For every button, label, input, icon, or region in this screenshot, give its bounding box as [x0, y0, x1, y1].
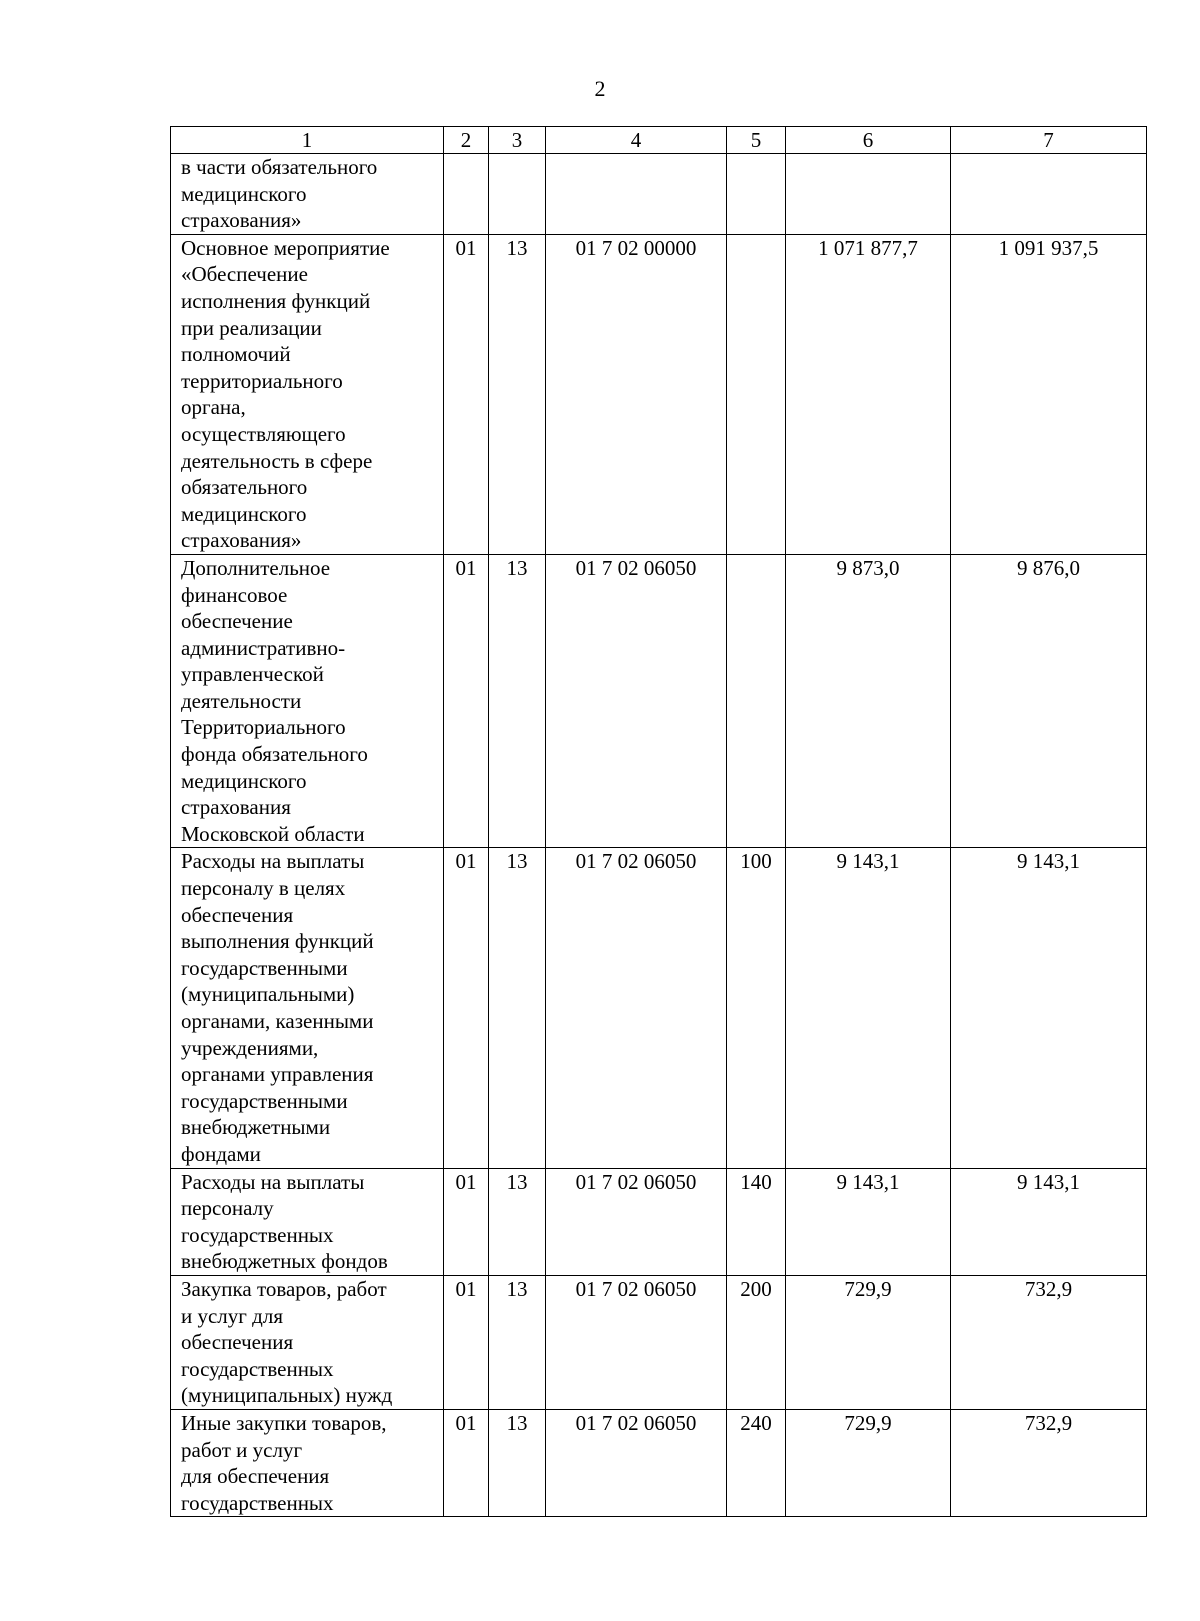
expense-type-cell [727, 554, 786, 848]
target-article-cell: 01 7 02 06050 [546, 848, 727, 1168]
row-name-cell: Основное мероприятие «Обеспечение исполнения функций при реализации полномочий территориального органа, осуществляющего деятельность в сфере обязательного медицинского страхования» [171, 234, 444, 554]
column-header-5: 5 [727, 127, 786, 154]
table-row [171, 1168, 1147, 1275]
amount-col7-cell [951, 154, 1147, 235]
section-code-cell: 01 [444, 554, 489, 848]
table-row [171, 1409, 1147, 1516]
subsection-code-cell: 13 [489, 1275, 546, 1409]
table-row [171, 554, 1147, 848]
row-name-cell: в части обязательного медицинского страхования» [171, 154, 444, 235]
amount-col6-cell: 1 071 877,7 [786, 234, 951, 554]
column-header-2: 2 [444, 127, 489, 154]
section-code-cell: 01 [444, 1409, 489, 1516]
subsection-code-cell: 13 [489, 1409, 546, 1516]
subsection-code-cell: 13 [489, 848, 546, 1168]
target-article-cell: 01 7 02 06050 [546, 1409, 727, 1516]
table-header-row [171, 127, 1147, 154]
section-code-cell: 01 [444, 848, 489, 1168]
expense-type-cell [727, 234, 786, 554]
target-article-cell: 01 7 02 06050 [546, 554, 727, 848]
amount-col7-cell: 9 876,0 [951, 554, 1147, 848]
column-header-6: 6 [786, 127, 951, 154]
amount-col6-cell: 729,9 [786, 1275, 951, 1409]
expense-type-cell: 100 [727, 848, 786, 1168]
table-row [171, 1275, 1147, 1409]
table-row [171, 154, 1147, 235]
table-row [171, 234, 1147, 554]
budget-table [170, 126, 1147, 1517]
row-name-cell: Расходы на выплаты персоналу государственных внебюджетных фондов [171, 1168, 444, 1275]
amount-col6-cell: 9 143,1 [786, 1168, 951, 1275]
row-name-cell: Расходы на выплаты персоналу в целях обеспечения выполнения функций государственными (муниципальными) органами, казенными учреждениями, органами управления государственными внебюджетными фондами [171, 848, 444, 1168]
amount-col7-cell: 9 143,1 [951, 848, 1147, 1168]
column-header-3: 3 [489, 127, 546, 154]
section-code-cell: 01 [444, 1168, 489, 1275]
table-row [171, 848, 1147, 1168]
expense-type-cell [727, 154, 786, 235]
expense-type-cell: 200 [727, 1275, 786, 1409]
row-name-cell: Иные закупки товаров, работ и услуг для обеспечения государственных [171, 1409, 444, 1516]
section-code-cell: 01 [444, 234, 489, 554]
section-code-cell: 01 [444, 1275, 489, 1409]
amount-col7-cell: 9 143,1 [951, 1168, 1147, 1275]
subsection-code-cell: 13 [489, 1168, 546, 1275]
column-header-4: 4 [546, 127, 727, 154]
column-header-7: 7 [951, 127, 1147, 154]
expense-type-cell: 240 [727, 1409, 786, 1516]
target-article-cell: 01 7 02 06050 [546, 1168, 727, 1275]
row-name-cell: Дополнительное финансовое обеспечение административно- управленческой деятельности Территориального фонда обязательного медицинского страхования Московской области [171, 554, 444, 848]
expense-type-cell: 140 [727, 1168, 786, 1275]
column-header-1: 1 [171, 127, 444, 154]
target-article-cell: 01 7 02 00000 [546, 234, 727, 554]
amount-col6-cell: 9 143,1 [786, 848, 951, 1168]
page-number: 2 [594, 76, 606, 101]
amount-col6-cell: 729,9 [786, 1409, 951, 1516]
target-article-cell [546, 154, 727, 235]
row-name-cell: Закупка товаров, работ и услуг для обеспечения государственных (муниципальных) нужд [171, 1275, 444, 1409]
subsection-code-cell [489, 154, 546, 235]
target-article-cell: 01 7 02 06050 [546, 1275, 727, 1409]
subsection-code-cell: 13 [489, 234, 546, 554]
amount-col6-cell [786, 154, 951, 235]
amount-col7-cell: 1 091 937,5 [951, 234, 1147, 554]
subsection-code-cell: 13 [489, 554, 546, 848]
section-code-cell [444, 154, 489, 235]
amount-col7-cell: 732,9 [951, 1275, 1147, 1409]
amount-col7-cell: 732,9 [951, 1409, 1147, 1516]
amount-col6-cell: 9 873,0 [786, 554, 951, 848]
